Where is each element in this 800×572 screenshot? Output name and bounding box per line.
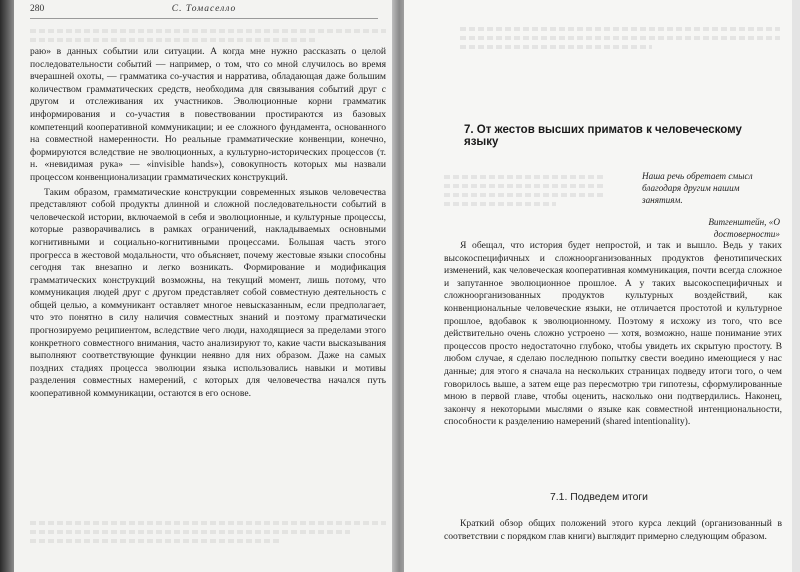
scan-margin [792,0,800,572]
left-page [14,0,394,572]
paragraph: Я обещал, что история будет непростой, и так и вышло. Ведь у таких высокоспецифичных и сложноорганизованных продуктов фенотипических изменений, как человеческая кооперативная коммуникация, почти всегда сложное и запутанное эволюционное прошлое. А у таких высокоспецифичных и сложноорганизованных продуктов культурных воздействий, как конвенциональные человеческие языки, не отличается простотой и культурное прошлое, вдобавок к эволюционному. Поэтому я исхожу из того, что все действительно очень сложно устроено — хотя, возможно, наше понимание этих процессов просто недостаточно глубоко, чтобы увидеть их скрытую простоту. В любом случае, я сделаю последнюю попытку свести воедино имеющиеся у нас данные; для этого я сначала на нескольких страницах подведу итоги того, о чем говорилось выше, а затем еще раз пересмотрю три гипотезы, сформулированные мною в первой главе, чтобы оценить, насколько они подтвердились. Наконец, закончу я некоторыми мыслями о языке как совместной интенциональности, способности к разделению намерений (shared intentionality). [444,240,782,428]
right-page [404,0,794,572]
section-body-text [444,518,782,543]
epigraph-author: Витгенштейн, «О достоверности» [708,217,780,239]
paragraph: Краткий обзор общих положений этого курса лекций (организованный в соответствии с порядком глав книги) выглядит примерно следующим образом. [444,518,782,542]
paragraph: Таким образом, грамматические конструкции современных языков человечества представляют собой продукты длинной и сложной последовательности событий в человеческой истории, включаемой в себя и эволюционные, и культурные процессы, которые разворачивались в рамках ограничений, накладываемых основными когнитивными и социально-когнитивными процессами. Большая часть этого прогресса в жестовой модальности, что объясняет, почему жестовые языки способны сегодня так внезапно и легко возникать. Формирование и модификация грамматических конструкций возможны, на текущий момент, лишь потому, что коммуникация людей друг с другом представляет собой совместную деятельность с общей целью, а коммуникант оставляет многое невысказанным, если предполагает, что это понятно в силу наличия совместных знаний и поэтому прагматически прогнозируемо реципиентом, вследствие чего люди, находящиеся за пределами этого конкретного совместного внимания, часто анализируют то, какие части высказывания выполняют соответствующие функции неявно для них образом. Даже на самых поздних стадиях процесса эволюции языка использовались навыки и мотивы разделения совместных намерений, с которых для человечества начался путь кооперативной коммуникации, остаются в его основе. [30,186,386,400]
bleed-through-text [460,22,780,54]
epigraph [642,170,780,240]
bleed-through-text [444,170,604,211]
epigraph-text: Наша речь обретает смысл благодаря другим нашим занятиям. [642,171,753,205]
bleed-through-text [30,24,386,47]
header-rule [30,18,378,19]
paragraph: раю» в данных событии или ситуации. А когда мне нужно рассказать о целой последовательности событий — например, о том, что со мной случилось во время вчерашней охоты, — грамматика со-участия и нарратива, обладающая даже большим количеством грамматических средств, необходима для связывания событий друг с другом и отслеживания их участников. Эволюционные корни грамматик информирования и со-участия в повествовании простираются из базовых компетенций кооперативной коммуникации; и ее сложного фундамента, основанного на совместной намеренности. Но реальные грамматические конвенции, конечно, формируются вследствие не эволюционных, а культурно-исторических процессов (т. н. «невидимая рука» — «invisible hands»), совокупность которых мы назвали процессом конвенционализации грамматических конструкций. [30,46,386,183]
chapter-heading: 7. От жестов высших приматов к человеческому языку [464,124,742,148]
bleed-through-text [30,516,386,548]
section-heading: 7.1. Подведем итоги [550,492,648,503]
page-number: 280 [30,4,45,14]
running-title: С. Томаселло [171,4,237,14]
right-body-text [444,240,782,429]
left-body-text [30,46,386,401]
